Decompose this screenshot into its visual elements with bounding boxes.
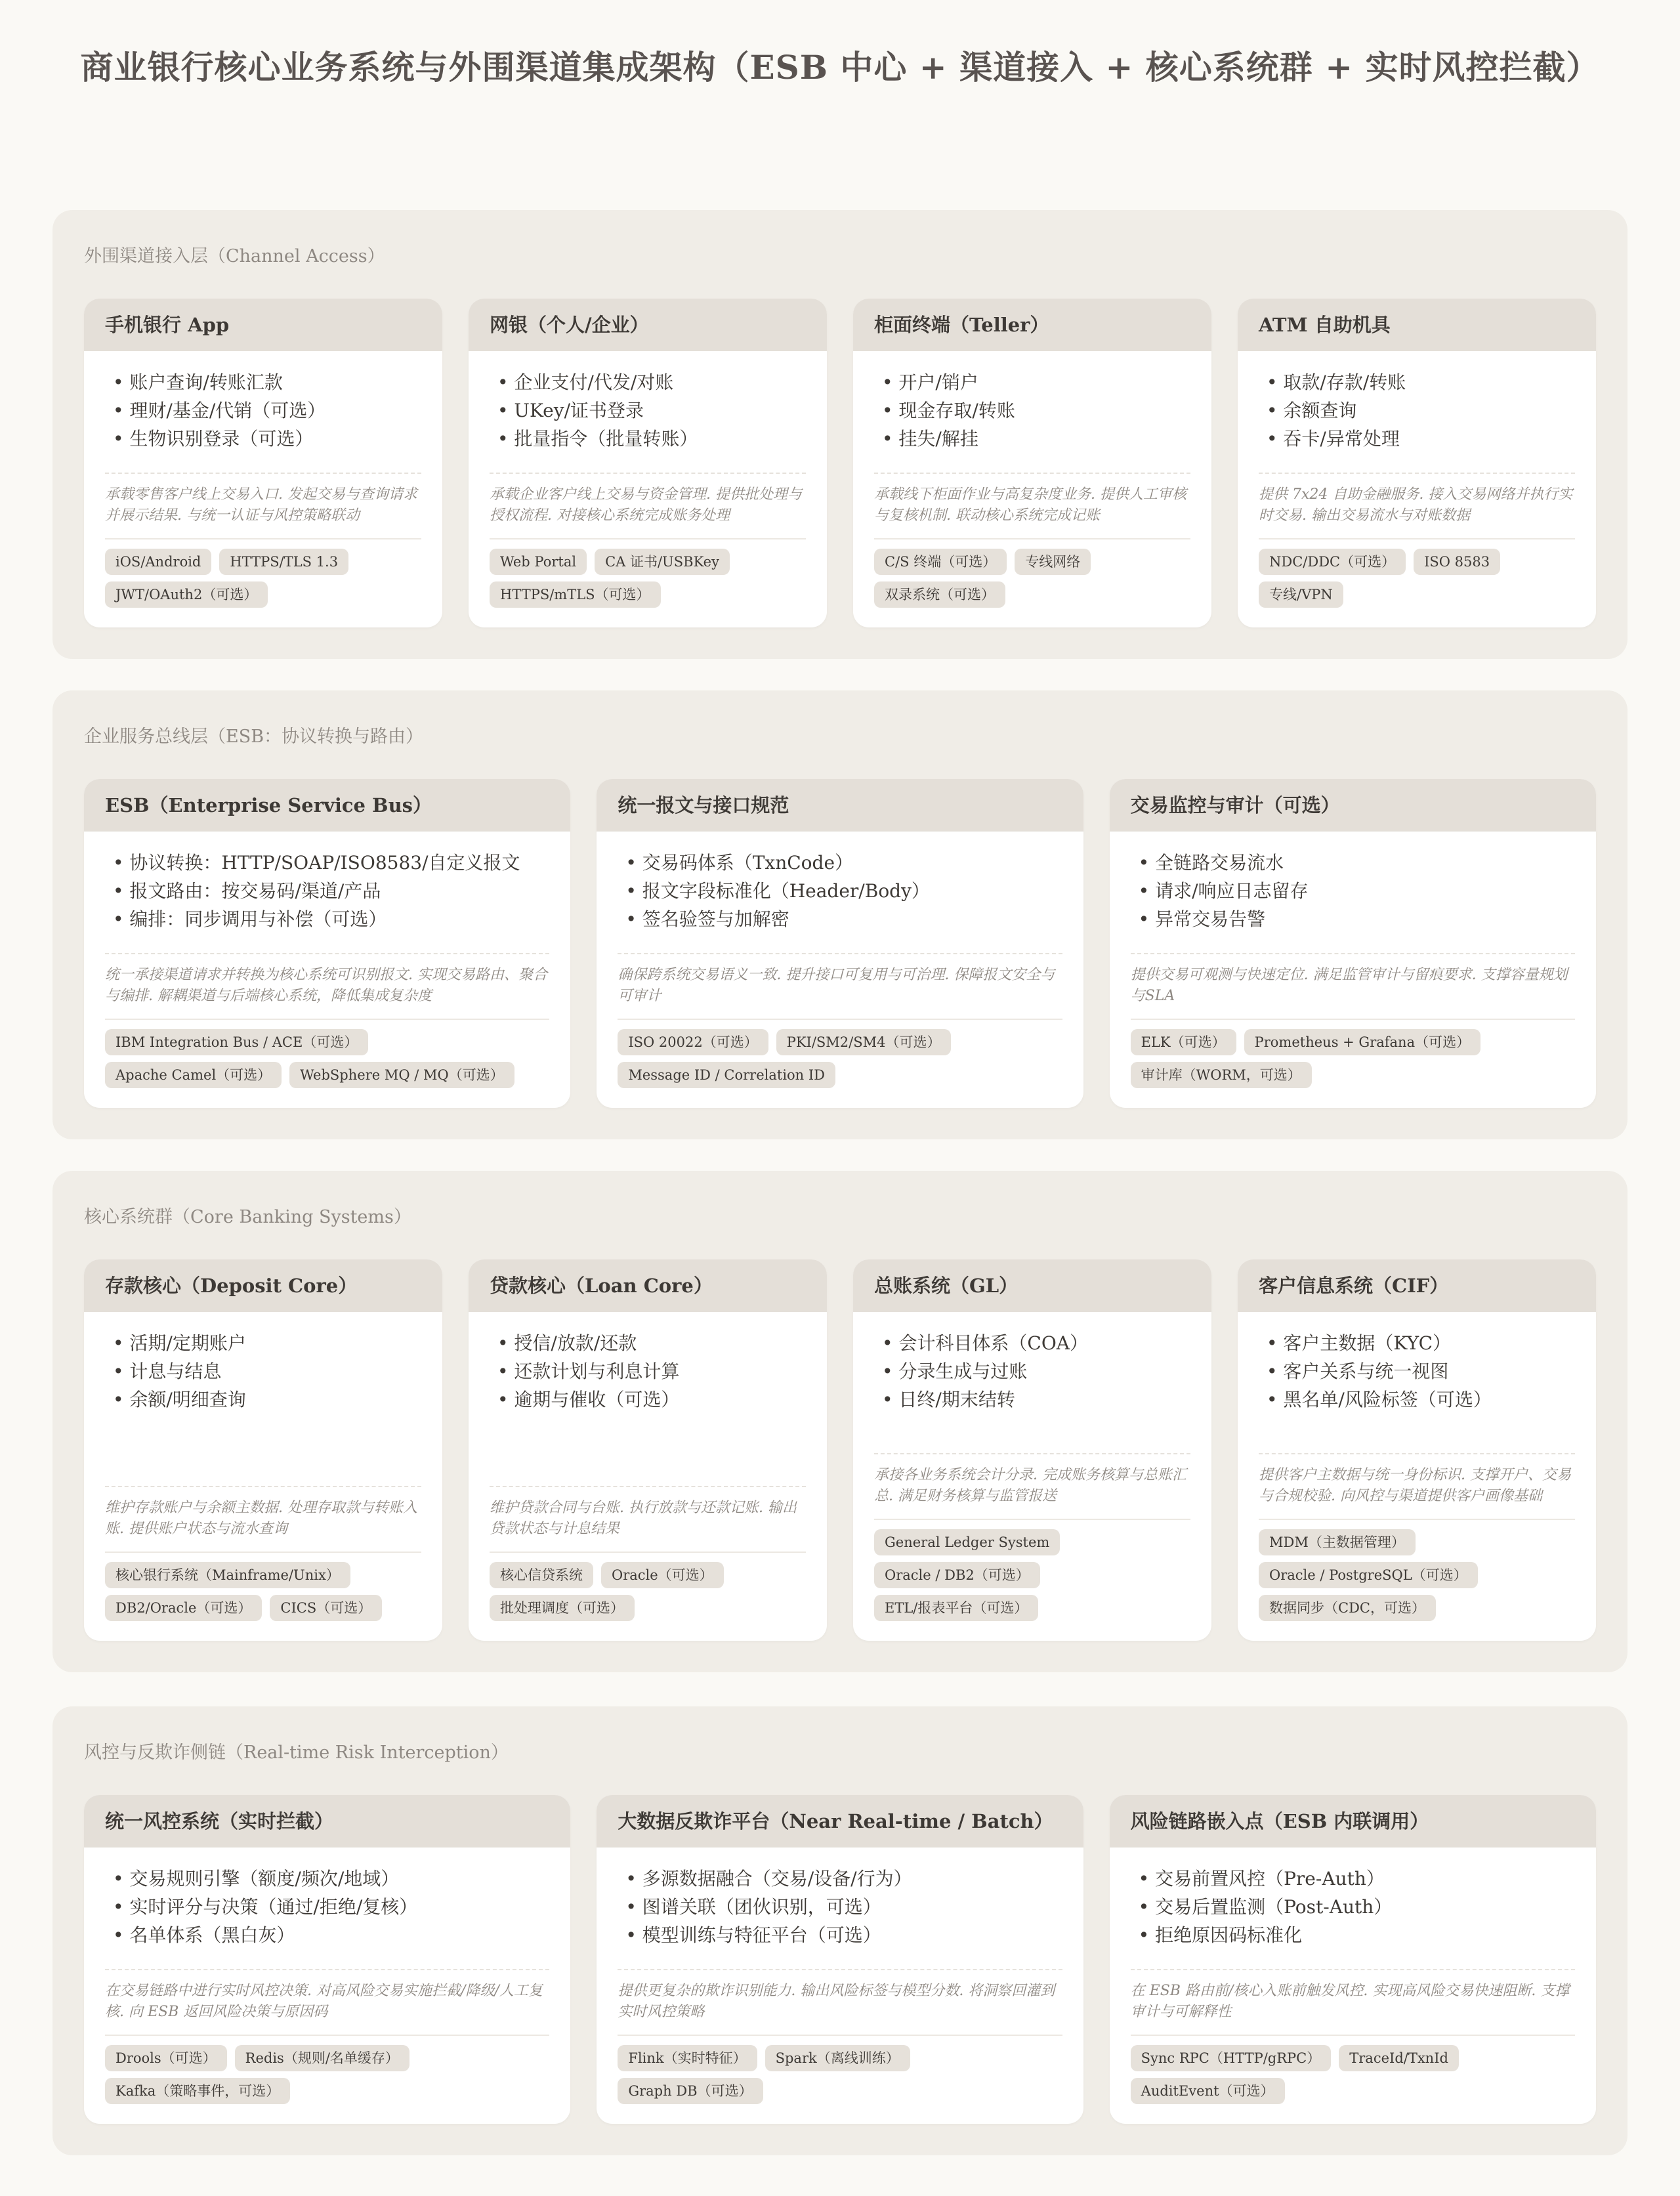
feature-item: • 交易码体系（TxnCode） — [625, 849, 1062, 877]
tech-tag: CA 证书/USBKey — [595, 549, 730, 575]
feature-item: • 请求/响应日志留存 — [1139, 877, 1575, 905]
card-body — [1238, 1312, 1596, 1641]
tech-tag: Prometheus + Grafana（可选） — [1244, 1029, 1480, 1055]
card-description: 承载企业客户线上交易与资金管理. 提供批处理与授权流程. 对接核心系统完成账务处理 — [490, 473, 806, 526]
card-body — [597, 832, 1083, 1108]
feature-item: • 报文字段标准化（Header/Body） — [625, 877, 1062, 905]
card-body — [853, 351, 1211, 627]
feature-item: • 全链路交易流水 — [1139, 849, 1575, 877]
feature-item: • 分录生成与过账 — [882, 1357, 1190, 1385]
feature-item: • 协议转换：HTTP/SOAP/ISO8583/自定义报文 — [113, 849, 549, 877]
tech-tag: Redis（规则/名单缓存） — [235, 2045, 410, 2071]
component-card — [84, 779, 570, 1108]
card-title: 贷款核心（Loan Core） — [469, 1259, 827, 1312]
component-card — [597, 1795, 1083, 2124]
card-body — [84, 1848, 570, 2124]
card-description: 提供更复杂的欺诈识别能力. 输出风险标签与模型分数. 将洞察回灌到实时风控策略 — [618, 1969, 1062, 2023]
feature-list — [490, 368, 806, 453]
card-description: 维护存款账户与余额主数据. 处理存取款与转账入账. 提供账户状态与流水查询 — [105, 1486, 421, 1540]
card-body — [1238, 351, 1596, 627]
component-card — [1238, 299, 1596, 627]
tech-tag-list — [874, 1519, 1190, 1621]
tech-tag: Graph DB（可选） — [618, 2078, 763, 2104]
feature-item: • 余额/明细查询 — [113, 1385, 421, 1414]
tech-tag: 审计库（WORM，可选） — [1131, 1062, 1312, 1088]
component-card — [1110, 1795, 1596, 2124]
tech-tag: ISO 20022（可选） — [618, 1029, 768, 1055]
feature-list — [1131, 1865, 1575, 1949]
channel-access-layer — [52, 210, 1628, 659]
feature-item: • 签名验签与加解密 — [625, 905, 1062, 933]
tech-tag: 双录系统（可选） — [874, 581, 1005, 608]
feature-item: • 余额查询 — [1267, 396, 1575, 425]
tech-tag: IBM Integration Bus / ACE（可选） — [105, 1029, 368, 1055]
tech-tag-list — [1259, 1519, 1575, 1621]
tech-tag: Flink（实时特征） — [618, 2045, 757, 2071]
card-body — [469, 351, 827, 627]
feature-list — [105, 368, 421, 453]
feature-item: • 授信/放款/还款 — [497, 1329, 806, 1357]
card-title: 柜面终端（Teller） — [853, 299, 1211, 351]
tech-tag: 专线/VPN — [1259, 581, 1343, 608]
feature-item: • 企业支付/代发/对账 — [497, 368, 806, 396]
tech-tag: DB2/Oracle（可选） — [105, 1595, 262, 1621]
card-title: 统一风控系统（实时拦截） — [84, 1795, 570, 1848]
tech-tag: Sync RPC（HTTP/gRPC） — [1131, 2045, 1332, 2071]
tech-tag: WebSphere MQ / MQ（可选） — [289, 1062, 514, 1088]
feature-list — [618, 1865, 1062, 1949]
tech-tag: CICS（可选） — [270, 1595, 382, 1621]
tech-tag: MDM（主数据管理） — [1259, 1529, 1416, 1555]
feature-list — [618, 849, 1062, 933]
feature-item: • 计息与结息 — [113, 1357, 421, 1385]
feature-item: • 账户查询/转账汇款 — [113, 368, 421, 396]
tech-tag-list — [618, 2035, 1062, 2104]
feature-item: • 拒绝原因码标准化 — [1139, 1921, 1575, 1949]
card-body — [1110, 1848, 1596, 2124]
tech-tag-list — [490, 538, 806, 608]
tech-tag: HTTPS/mTLS（可选） — [490, 581, 661, 608]
card-description: 在 ESB 路由前/核心入账前触发风控. 实现高风险交易快速阻断. 支撑审计与可解释性 — [1131, 1969, 1575, 2023]
tech-tag: General Ledger System — [874, 1529, 1060, 1555]
tech-tag: Apache Camel（可选） — [105, 1062, 282, 1088]
feature-item: • 批量指令（批量转账） — [497, 425, 806, 453]
component-card — [1238, 1259, 1596, 1641]
page-title: 商业银行核心业务系统与外围渠道集成架构（ESB 中心 + 渠道接入 + 核心系统群 + 实时风控拦截） — [80, 48, 1600, 87]
tech-tag: PKI/SM2/SM4（可选） — [776, 1029, 952, 1055]
component-card — [597, 779, 1083, 1108]
tech-tag-list — [105, 1019, 549, 1088]
tech-tag: TraceId/TxnId — [1339, 2045, 1459, 2071]
card-title: 网银（个人/企业） — [469, 299, 827, 351]
feature-item: • 逾期与催收（可选） — [497, 1385, 806, 1414]
card-title: 统一报文与接口规范 — [597, 779, 1083, 832]
feature-item: • 交易后置监测（Post-Auth） — [1139, 1893, 1575, 1921]
tech-tag: Spark（离线训练） — [765, 2045, 910, 2071]
feature-item: • 取款/存款/转账 — [1267, 368, 1575, 396]
feature-item: • 交易前置风控（Pre-Auth） — [1139, 1865, 1575, 1893]
feature-list — [1131, 849, 1575, 933]
card-description: 维护贷款合同与台账. 执行放款与还款记账. 输出贷款状态与计息结果 — [490, 1486, 806, 1540]
tech-tag: 专线网络 — [1015, 549, 1091, 575]
card-description: 承接各业务系统会计分录. 完成账务核算与总账汇总. 满足财务核算与监管报送 — [874, 1453, 1190, 1507]
tech-tag: 核心银行系统（Mainframe/Unix） — [105, 1562, 350, 1588]
feature-item: • 名单体系（黑白灰） — [113, 1921, 549, 1949]
feature-item: • UKey/证书登录 — [497, 396, 806, 425]
component-card — [853, 1259, 1211, 1641]
tech-tag: HTTPS/TLS 1.3 — [219, 549, 348, 575]
feature-list — [874, 368, 1190, 453]
feature-item: • 报文路由：按交易码/渠道/产品 — [113, 877, 549, 905]
feature-item: • 模型训练与特征平台（可选） — [625, 1921, 1062, 1949]
feature-item: • 生物识别登录（可选） — [113, 425, 421, 453]
card-description: 提供交易可观测与快速定位. 满足监管审计与留痕要求. 支撑容量规划与SLA — [1131, 953, 1575, 1007]
layer-title: 企业服务总线层（ESB：协议转换与路由） — [84, 727, 424, 747]
card-description: 在交易链路中进行实时风控决策. 对高风险交易实施拦截/降级/人工复核. 向 ESB 返回风险决策与原因码 — [105, 1969, 549, 2023]
card-row — [84, 779, 1596, 1108]
card-title: 存款核心（Deposit Core） — [84, 1259, 442, 1312]
feature-list — [874, 1329, 1190, 1414]
tech-tag: Message ID / Correlation ID — [618, 1062, 835, 1088]
tech-tag: Kafka（策略事件，可选） — [105, 2078, 290, 2104]
feature-item: • 图谱关联（团伙识别，可选） — [625, 1893, 1062, 1921]
tech-tag: ISO 8583 — [1414, 549, 1500, 575]
card-title: ATM 自助机具 — [1238, 299, 1596, 351]
card-description: 确保跨系统交易语义一致. 提升接口可复用与可治理. 保障报文安全与可审计 — [618, 953, 1062, 1007]
feature-item: • 多源数据融合（交易/设备/行为） — [625, 1865, 1062, 1893]
tech-tag: Oracle（可选） — [601, 1562, 724, 1588]
tech-tag: JWT/OAuth2（可选） — [105, 581, 268, 608]
feature-list — [105, 1865, 549, 1949]
card-body — [1110, 832, 1596, 1108]
feature-item: • 异常交易告警 — [1139, 905, 1575, 933]
feature-list — [1259, 1329, 1575, 1414]
tech-tag: ELK（可选） — [1131, 1029, 1236, 1055]
feature-item: • 日终/期末结转 — [882, 1385, 1190, 1414]
component-card — [84, 1795, 570, 2124]
card-title: 风险链路嵌入点（ESB 内联调用） — [1110, 1795, 1596, 1848]
layer-title: 核心系统群（Core Banking Systems） — [84, 1207, 411, 1227]
tech-tag-list — [874, 538, 1190, 608]
feature-list — [105, 849, 549, 933]
feature-item: • 客户主数据（KYC） — [1267, 1329, 1575, 1357]
component-card — [469, 299, 827, 627]
card-description: 提供客户主数据与统一身份标识. 支撑开户、交易与合规校验. 向风控与渠道提供客户画像基础 — [1259, 1453, 1575, 1507]
tech-tag: Web Portal — [490, 549, 587, 575]
tech-tag: 核心信贷系统 — [490, 1562, 593, 1588]
feature-item: • 实时评分与决策（通过/拒绝/复核） — [113, 1893, 549, 1921]
card-row — [84, 1795, 1596, 2124]
feature-item: • 吞卡/异常处理 — [1267, 425, 1575, 453]
card-title: 交易监控与审计（可选） — [1110, 779, 1596, 832]
layer-title: 风控与反欺诈侧链（Real-time Risk Interception） — [84, 1742, 509, 1763]
feature-item: • 会计科目体系（COA） — [882, 1329, 1190, 1357]
card-title: 客户信息系统（CIF） — [1238, 1259, 1596, 1312]
feature-item: • 还款计划与利息计算 — [497, 1357, 806, 1385]
card-title: 手机银行 App — [84, 299, 442, 351]
tech-tag-list — [105, 2035, 549, 2104]
card-description: 承载零售客户线上交易入口. 发起交易与查询请求并展示结果. 与统一认证与风控策略联动 — [105, 473, 421, 526]
tech-tag-list — [1259, 538, 1575, 608]
tech-tag: 批处理调度（可选） — [490, 1595, 635, 1621]
card-row — [84, 299, 1596, 627]
component-card — [84, 1259, 442, 1641]
tech-tag: Oracle / PostgreSQL（可选） — [1259, 1562, 1478, 1588]
card-description: 承载线下柜面作业与高复杂度业务. 提供人工审核与复核机制. 联动核心系统完成记账 — [874, 473, 1190, 526]
feature-item: • 编排：同步调用与补偿（可选） — [113, 905, 549, 933]
tech-tag: C/S 终端（可选） — [874, 549, 1007, 575]
tech-tag: AuditEvent（可选） — [1131, 2078, 1285, 2104]
layer-title: 外围渠道接入层（Channel Access） — [84, 246, 385, 266]
tech-tag: Oracle / DB2（可选） — [874, 1562, 1040, 1588]
feature-item: • 开户/销户 — [882, 368, 1190, 396]
tech-tag: Drools（可选） — [105, 2045, 227, 2071]
card-body — [597, 1848, 1083, 2124]
feature-list — [1259, 368, 1575, 453]
card-body — [84, 1312, 442, 1641]
esb-layer — [52, 690, 1628, 1139]
component-card — [1110, 779, 1596, 1108]
card-body — [84, 832, 570, 1108]
tech-tag-list — [1131, 1019, 1575, 1088]
risk-layer — [52, 1706, 1628, 2155]
feature-list — [105, 1329, 421, 1414]
card-title: ESB（Enterprise Service Bus） — [84, 779, 570, 832]
tech-tag-list — [105, 1552, 421, 1621]
feature-item: • 客户关系与统一视图 — [1267, 1357, 1575, 1385]
card-body — [853, 1312, 1211, 1641]
tech-tag: ETL/报表平台（可选） — [874, 1595, 1038, 1621]
component-card — [469, 1259, 827, 1641]
card-row — [84, 1259, 1596, 1641]
component-card — [853, 299, 1211, 627]
feature-item: • 挂失/解挂 — [882, 425, 1190, 453]
tech-tag-list — [105, 538, 421, 608]
tech-tag-list — [618, 1019, 1062, 1088]
tech-tag: iOS/Android — [105, 549, 211, 575]
card-body — [469, 1312, 827, 1641]
tech-tag: NDC/DDC（可选） — [1259, 549, 1406, 575]
tech-tag-list — [1131, 2035, 1575, 2104]
core-systems-layer — [52, 1171, 1628, 1672]
card-description: 提供 7x24 自助金融服务. 接入交易网络并执行实时交易. 输出交易流水与对账数据 — [1259, 473, 1575, 526]
feature-item: • 理财/基金/代销（可选） — [113, 396, 421, 425]
feature-item: • 黑名单/风险标签（可选） — [1267, 1385, 1575, 1414]
card-title: 大数据反欺诈平台（Near Real-time / Batch） — [597, 1795, 1083, 1848]
card-title: 总账系统（GL） — [853, 1259, 1211, 1312]
card-body — [84, 351, 442, 627]
feature-list — [490, 1329, 806, 1414]
tech-tag-list — [490, 1552, 806, 1621]
card-description: 统一承接渠道请求并转换为核心系统可识别报文. 实现交易路由、聚合与编排. 解耦渠道与后端核心系统，降低集成复杂度 — [105, 953, 549, 1007]
feature-item: • 现金存取/转账 — [882, 396, 1190, 425]
feature-item: • 交易规则引擎（额度/频次/地域） — [113, 1865, 549, 1893]
tech-tag: 数据同步（CDC，可选） — [1259, 1595, 1436, 1621]
component-card — [84, 299, 442, 627]
feature-item: • 活期/定期账户 — [113, 1329, 421, 1357]
